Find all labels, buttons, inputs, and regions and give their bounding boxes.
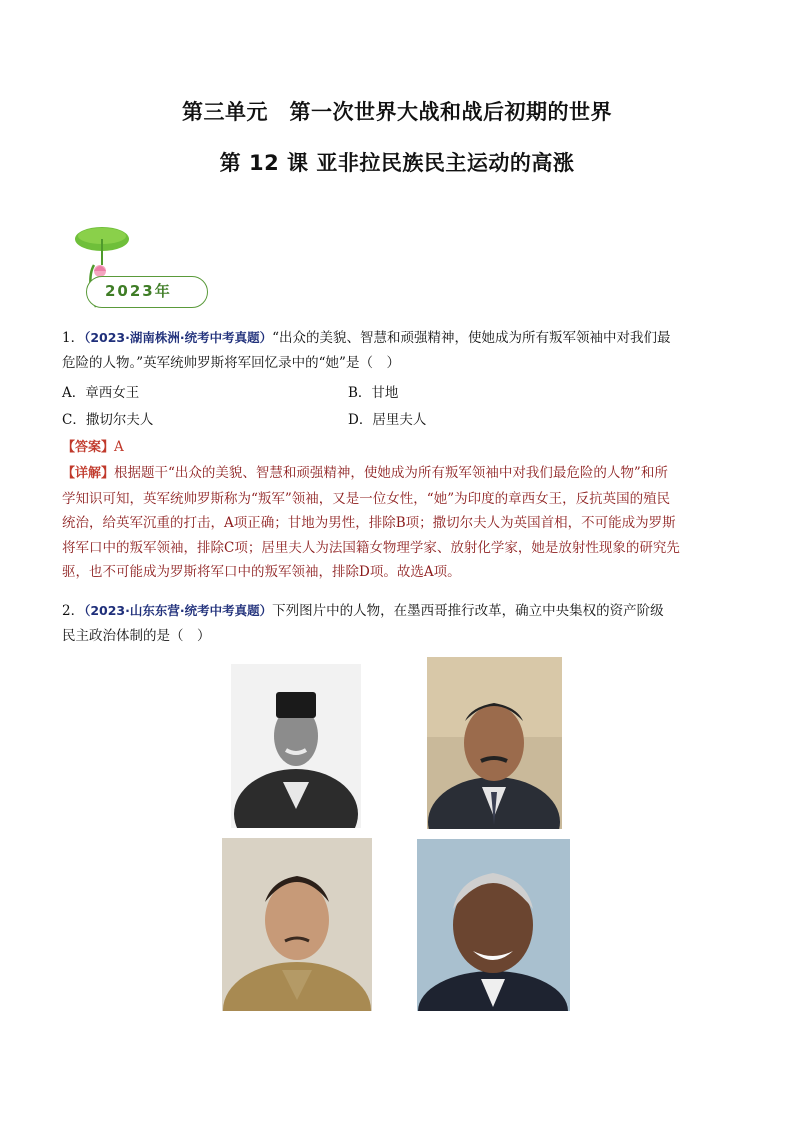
detail-label: 【详解】 — [62, 466, 115, 481]
question-stem-line2: 危险的人物。”英军统帅罗斯将军回忆录中的“她”是（ ） — [62, 354, 400, 371]
year-badge-label: 2023年 — [105, 282, 172, 300]
question-stem-line1: “出众的美貌、智慧和顽强精神，使她成为所有叛军领袖中对我们最 — [272, 330, 671, 346]
question-source: （2023·湖南株洲·统考中考真题） — [84, 330, 273, 345]
portrait-photo-2 — [427, 657, 562, 829]
option-b: B．甘地 — [348, 385, 399, 401]
portrait-photo-4 — [417, 839, 570, 1011]
detail-block — [62, 461, 734, 585]
question-number: 1． — [62, 330, 85, 346]
option-c: C．撒切尔夫人 — [62, 412, 154, 428]
detail-line: 学知识可知，英军统帅罗斯称为“叛军”领袖，又是一位女性，“她”为印度的章西女王，反抗英国的殖民 — [62, 490, 671, 507]
portrait-photo-1 — [231, 664, 361, 828]
question-1-stem — [62, 326, 734, 375]
answer-value: A — [114, 439, 124, 455]
portrait-photo-3 — [222, 838, 372, 1011]
option-a: A．章西女王 — [62, 385, 140, 401]
question-stem-line2: 民主政治体制的是（ ） — [62, 627, 211, 644]
option-d: D．居里夫人 — [348, 412, 427, 428]
unit-title: 第三单元 第一次世界大战和战后初期的世界 — [182, 100, 612, 124]
detail-line: 将军口中的叛军领袖，排除C项；居里夫人为法国籍女物理学家、放射化学家，她是放射性现象的研究先 — [62, 539, 680, 556]
question-number: 2． — [62, 603, 85, 619]
year-badge — [72, 225, 212, 309]
detail-line: 驱，也不可能成为罗斯将军口中的叛军领袖，排除D项。故选A项。 — [62, 564, 461, 580]
question-source: （2023·山东东营·统考中考真题） — [84, 603, 273, 618]
answer-line — [62, 435, 734, 461]
lesson-title: 第 12 课 亚非拉民族民主运动的高涨 — [219, 151, 575, 175]
question-stem-line1: 下列图片中的人物，在墨西哥推行改革，确立中央集权的资产阶级 — [272, 603, 664, 619]
question-2-stem — [62, 599, 734, 648]
detail-line: 统治，给英军沉重的打击，A项正确；甘地为男性，排除B项；撒切尔夫人为英国首相，不可能成为罗斯 — [62, 515, 676, 531]
answer-label: 【答案】 — [62, 440, 115, 455]
detail-line: 根据题干“出众的美貌、智慧和顽强精神，使她成为所有叛军领袖中对我们最危险的人物”和所 — [114, 465, 668, 481]
